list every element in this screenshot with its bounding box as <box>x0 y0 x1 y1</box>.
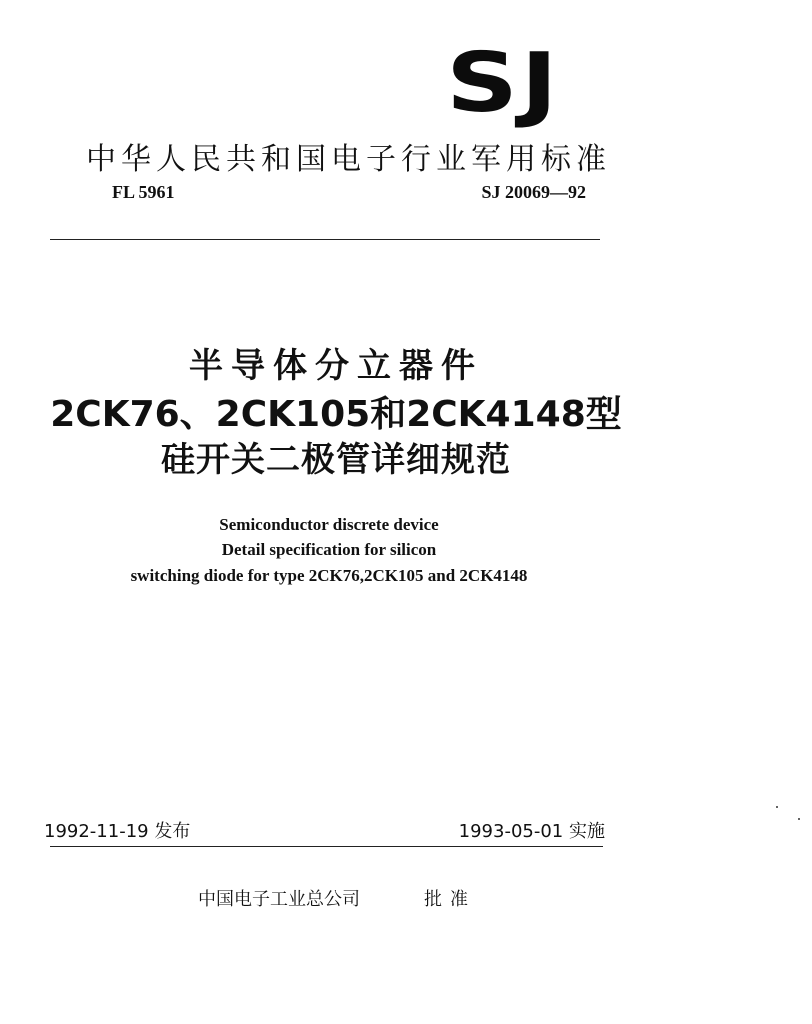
effective-date: 1993-05-01 实施 <box>458 821 605 842</box>
title-en-line-3: switching diode for type 2CK76,2CK105 and 2CK4148 <box>130 566 528 585</box>
fl-classification-code: FL 5961 <box>112 182 175 202</box>
scan-speck <box>776 806 778 808</box>
standard-number: SJ 20069—92 <box>481 182 586 202</box>
title-cn-line-1: 半导体分立器件 <box>189 346 483 386</box>
standard-category-title: 中华人民共和国电子行业军用标准 <box>86 142 611 177</box>
issue-date: 1992-11-19 发布 <box>44 821 191 842</box>
approving-organization: 中国电子工业总公司 <box>198 889 360 910</box>
title-en-line-1: Semiconductor discrete device <box>219 515 439 534</box>
top-divider <box>50 239 600 240</box>
sj-logo: SJ <box>446 36 561 131</box>
approval-label: 批准 <box>424 889 476 910</box>
title-en-line-2: Detail specification for silicon <box>221 540 437 559</box>
title-cn-line-3: 硅开关二极管详细规范 <box>161 440 511 480</box>
scan-speck <box>798 818 800 820</box>
bottom-divider <box>50 846 603 847</box>
title-cn-line-2: 2CK76、2CK105和2CK4148型 <box>50 394 622 435</box>
